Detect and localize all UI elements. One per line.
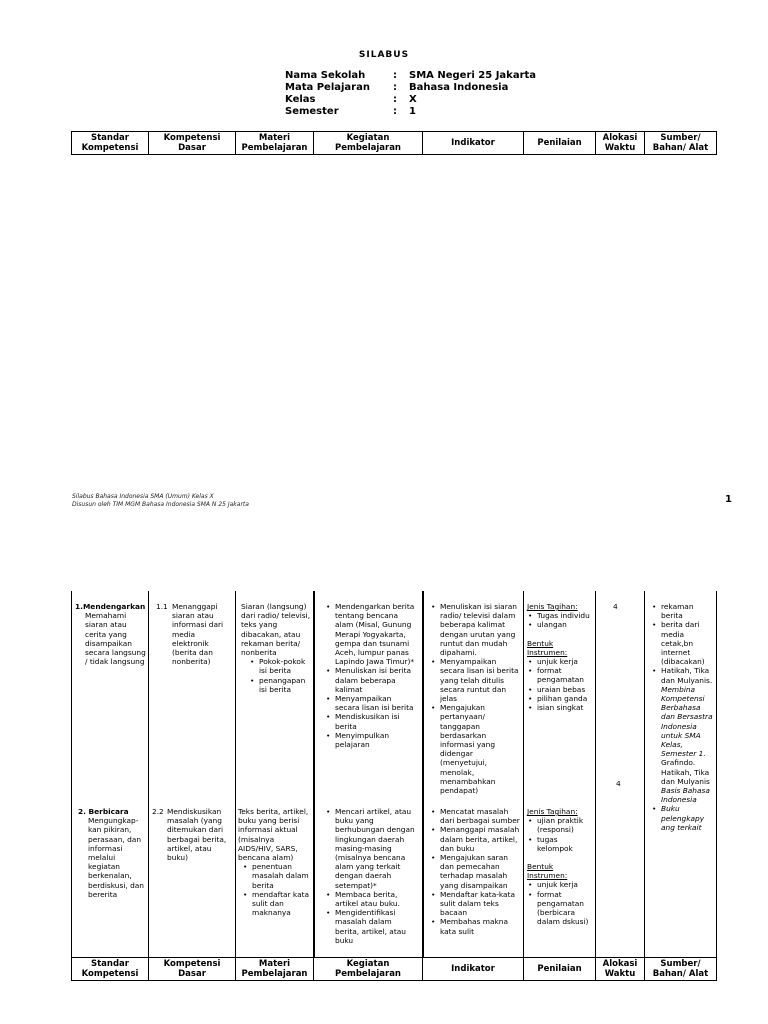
table-header-bottom — [71, 957, 717, 981]
sumber-publisher: Grafindo. — [661, 758, 696, 768]
column-divider — [71, 591, 72, 957]
indikator-2 — [430, 807, 520, 936]
bentuk-item: • unjuk kerja — [537, 880, 593, 889]
kegiatan-item: • Mengidentifikasi masalah dalam berita, artikel, atau buku — [335, 908, 417, 945]
footer-line: Silabus Bahasa Indonesia SMA (Umum) Kelas X — [72, 493, 214, 500]
jenis-tagihan-label: Jenis Tagihan: — [527, 602, 578, 611]
alokasi-2: 4 — [616, 779, 621, 788]
column-divider — [422, 591, 424, 957]
indikator-item: • Mengajukan saran dan pemecahan terhadap masalah yang disampaikan — [440, 853, 520, 890]
header-sumber: Sumber/ Bahan/ Alat — [645, 132, 717, 155]
info-row-subject — [285, 82, 536, 94]
standar-title: 1.Mendengarkan — [75, 602, 146, 611]
info-value: Bahasa Indonesia — [409, 82, 509, 93]
column-divider — [313, 591, 315, 957]
indikator-1 — [430, 602, 520, 795]
header-standar: Standar Kompetensi — [72, 958, 149, 981]
table-body — [71, 591, 716, 957]
bentuk-item: • format pengamatan — [537, 666, 593, 684]
sumber-item: • Hatikah, Tika dan Mulyanis. — [661, 666, 715, 684]
materi-item: • penentuan masalah dalam berita — [252, 862, 311, 890]
kegiatan-item: • Menyampaikan secara lisan isi berita — [335, 694, 417, 712]
kd-number: 1.1 — [156, 602, 168, 611]
header-indikator: Indikator — [423, 958, 524, 981]
jenis-item: • Tugas individu — [537, 611, 593, 620]
bentuk-item: • isian singkat — [537, 703, 593, 712]
materi-item: • mendaftar kata sulit dan maknanya — [252, 890, 311, 918]
materi-list — [241, 657, 311, 694]
kegiatan-2 — [325, 807, 417, 945]
bentuk-list — [527, 880, 593, 926]
kegiatan-item: • Mendiskusikan isi berita — [335, 712, 417, 730]
standar-kompetensi-1 — [75, 602, 147, 666]
indikator-list — [430, 807, 520, 936]
kegiatan-item: • Menuliskan isi berita dalam beberapa kalimat — [335, 666, 417, 694]
penilaian-1 — [527, 602, 593, 712]
bentuk-item: • format pengamatan (berbicara dalam dskusi) — [537, 890, 593, 927]
kegiatan-item: • Membaca berita, artikel atau buku. — [335, 890, 417, 908]
column-divider — [716, 591, 717, 957]
materi-item: • Pokok-pokok isi berita — [259, 657, 311, 675]
header-indikator: Indikator — [423, 132, 524, 155]
sumber-bahan-alat — [651, 602, 715, 832]
bentuk-instrumen-label: Bentuk Instrumen: — [527, 638, 568, 657]
header-standar: Standar Kompetensi — [72, 132, 149, 155]
jenis-item: • ulangan — [537, 620, 593, 629]
header-kompetensi: Kompetensi Dasar — [149, 132, 236, 155]
info-row-semester — [285, 106, 536, 118]
info-key: Nama Sekolah — [285, 70, 366, 81]
header-alokasi: Alokasi Waktu — [596, 132, 645, 155]
standar-kompetensi-2 — [75, 807, 147, 899]
sumber-item: • rekaman berita — [661, 602, 715, 620]
info-colon: : — [393, 70, 397, 81]
info-value: X — [409, 94, 417, 105]
jenis-tagihan-label: Jenis Tagihan: — [527, 807, 578, 816]
indikator-item: • Membahas makna kata sulit — [440, 917, 520, 935]
info-colon: : — [393, 106, 397, 117]
info-row-school — [285, 70, 536, 82]
materi-text: Siaran (langsung) dari radio/ televisi, teks yang dibacakan, atau rekaman berita/ nonberita — [241, 602, 311, 658]
info-colon: : — [393, 94, 397, 105]
sumber-list — [651, 602, 715, 685]
jenis-list — [527, 816, 593, 853]
kegiatan-item: • Mencari artikel, atau buku yang berhubungan dengan lingkungan daerah masing-masing (misalnya bencana alam yang terkait dengan daerah setempat)* — [335, 807, 417, 890]
indikator-list — [430, 602, 520, 795]
sumber-book-title: Basis Bahasa Indonesia — [661, 786, 710, 805]
header-materi: Materi Pembelajaran — [236, 132, 314, 155]
page-number: 1 — [725, 494, 732, 505]
standar-title: 2. Berbicara — [78, 807, 129, 816]
kegiatan-item: • Menyimpulkan pelajaran — [335, 731, 417, 749]
indikator-item: • Menanggapi masalah dalam berita, artikel, dan buku — [440, 825, 520, 853]
standar-text: Memahami siaran atau cerita yang disampaikan secara langsung / tidak langsung — [85, 611, 146, 667]
header-kegiatan: Kegiatan Pembelajaran — [314, 132, 423, 155]
kompetensi-dasar-1 — [156, 602, 234, 666]
info-value: SMA Negeri 25 Jakarta — [409, 70, 537, 81]
bentuk-item: • uraian bebas — [537, 685, 593, 694]
header-sumber: Sumber/ Bahan/ Alat — [645, 958, 717, 981]
header-materi: Materi Pembelajaran — [236, 958, 314, 981]
footer-line: Disusun oleh TIM MGM Bahasa Indonesia SMA N 25 Jakarta — [72, 501, 249, 508]
bentuk-list — [527, 657, 593, 712]
info-row-class — [285, 94, 536, 106]
indikator-item: • Mengajukan pertanyaan/ tanggapan berdasarkan informasi yang didengar (menyetujui, menolak, menambahkan pendapat) — [440, 703, 520, 795]
info-key: Semester — [285, 106, 339, 117]
column-divider — [523, 591, 524, 957]
sumber-item: • Buku pelengkapy ang terkait — [661, 804, 715, 832]
jenis-item: • ujian praktik (responsi) — [537, 816, 593, 834]
alokasi-1: 4 — [613, 602, 618, 611]
kd-text: Menanggapi siaran atau informasi dari media elektronik (berita dan nonberita) — [172, 602, 224, 667]
sumber-authors: Hatikah, Tika dan Mulyanis — [661, 767, 710, 786]
header-penilaian: Penilaian — [524, 132, 596, 155]
sumber-book-title: Membina Kompetensi Berbahasa dan Bersastra Indonesia untuk SMA Kelas, Semester 1. — [661, 684, 713, 759]
info-key: Kelas — [285, 94, 316, 105]
table-header-top — [71, 131, 717, 155]
jenis-list — [527, 611, 593, 629]
bentuk-item: • unjuk kerja — [537, 657, 593, 666]
header-penilaian: Penilaian — [524, 958, 596, 981]
materi-1 — [241, 602, 311, 694]
jenis-item: • tugas kelompok — [537, 835, 593, 853]
info-colon: : — [393, 82, 397, 93]
kegiatan-list — [325, 602, 417, 749]
kd-number: 2.2 — [152, 807, 164, 816]
indikator-item: • Menuliskan isi siaran radio/ televisi dalam beberapa kalimat dengan urutan yang runtut dan mudah dipahami. — [440, 602, 520, 657]
standar-text: Mengungkap-kan pikiran, perasaan, dan informasi melalui kegiatan berkenalan, berdiskusi, dan bererita — [88, 816, 144, 899]
column-divider — [595, 591, 596, 957]
kegiatan-item: • Mendengarkan berita tentang bencana alam (Misal, Gunung Merapi Yogyakarta, gempa dan tsunami Aceh, lumpur panas Lapindo Jawa Timur)* — [335, 602, 417, 666]
kd-text: Mendiskusikan masalah (yang ditemukan dari berbagai berita, artikel, atau buku) — [167, 807, 227, 863]
column-divider — [148, 591, 149, 957]
header-kompetensi: Kompetensi Dasar — [149, 958, 236, 981]
page-footer — [72, 493, 249, 509]
header-alokasi: Alokasi Waktu — [596, 958, 645, 981]
materi-2 — [238, 807, 311, 917]
sumber-item: • berita dari media cetak,bn internet (dibacakan) — [661, 620, 715, 666]
materi-text: Teks berita, artikel, buku yang berisi informasi aktual (misalnya AIDS/HIV, SARS, bencana alam) — [238, 807, 309, 863]
indikator-item: • Mendaftar kata-kata sulit dalam teks bacaan — [440, 890, 520, 918]
kegiatan-1 — [325, 602, 417, 749]
school-info — [285, 70, 536, 118]
bentuk-item: • pilihan ganda — [537, 694, 593, 703]
materi-item: • penangapan isi berita — [259, 676, 311, 694]
penilaian-2 — [527, 807, 593, 926]
kompetensi-dasar-2 — [152, 807, 234, 862]
sumber-list — [651, 804, 715, 832]
materi-list — [238, 862, 311, 917]
column-divider — [235, 591, 236, 957]
bentuk-instrumen-label: Bentuk Instrumen: — [527, 862, 568, 881]
kegiatan-list — [325, 807, 417, 945]
document-title: SILABUS — [358, 50, 410, 60]
indikator-item: • Mencatat masalah dari berbagai sumber — [440, 807, 520, 825]
header-kegiatan: Kegiatan Pembelajaran — [314, 958, 423, 981]
info-value: 1 — [409, 106, 416, 117]
indikator-item: • Menyampaikan secara lisan isi berita yang telah ditulis secara runtut dan jelas — [440, 657, 520, 703]
info-key: Mata Pelajaran — [285, 82, 370, 93]
column-divider — [644, 591, 645, 957]
